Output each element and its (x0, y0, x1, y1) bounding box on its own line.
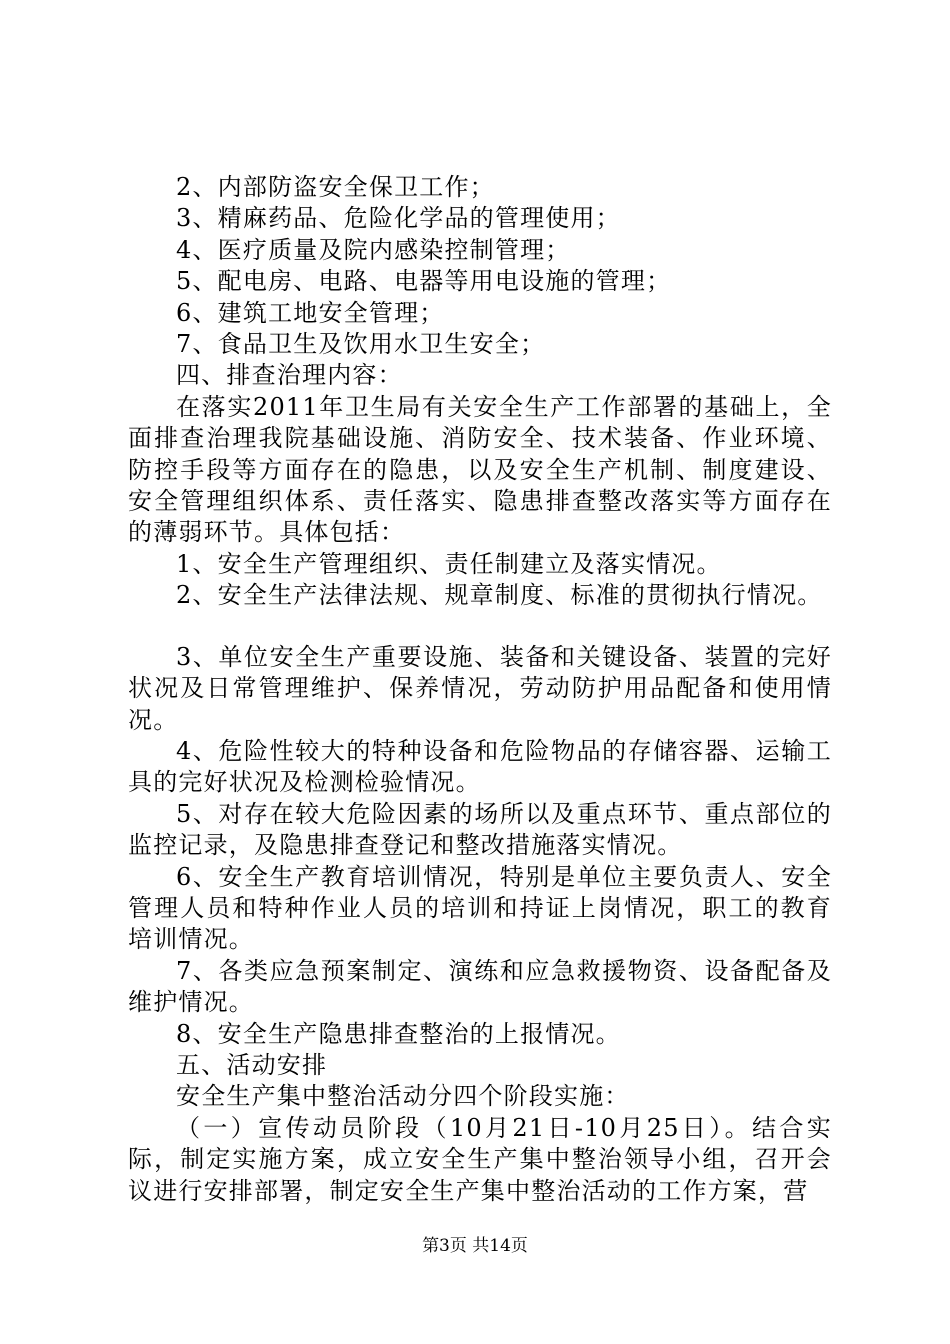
list-item: 4、危险性较大的特种设备和危险物品的存储容器、运输工具的完好状况及检测检验情况。 (128, 736, 832, 797)
list-item: 1、安全生产管理组织、责任制建立及落实情况。 (176, 549, 722, 578)
paragraph-spacer (128, 612, 832, 642)
body-paragraph: 在落实2011年卫生局有关安全生产工作部署的基础上，全面排查治理我院基础设施、消防安全、技术装备、作业环境、防控手段等方面存在的隐患，以及安全生产机制、制度建设、安全管理组织体系、责任落实、隐患排查整改落实等方面存在的薄弱环节。具体包括： (128, 392, 832, 547)
body-paragraph: （一）宣传动员阶段（10月21日-10月25日）。结合实际，制定实施方案，成立安全生产集中整治领导小组，召开会议进行安排部署，制定安全生产集中整治活动的工作方案，营 (128, 1113, 832, 1205)
body-paragraph: 安全生产集中整治活动分四个阶段实施： (176, 1082, 630, 1111)
section-heading: 五、活动安排 (176, 1050, 328, 1079)
list-item: 3、精麻药品、危险化学品的管理使用； (176, 204, 621, 233)
list-item: 2、内部防盗安全保卫工作； (176, 173, 495, 201)
list-item: 5、对存在较大危险因素的场所以及重点环节、重点部位的监控记录，及隐患排查登记和整改措施落实情况。 (128, 799, 832, 860)
section-heading: 四、排查治理内容： (176, 361, 403, 390)
list-item: 3、单位安全生产重要设施、装备和关键设备、装置的完好状况及日常管理维护、保养情况，劳动防护用品配备和使用情况。 (128, 642, 832, 734)
page-number: 第3页 共14页 (422, 1236, 528, 1256)
list-item: 6、安全生产教育培训情况，特别是单位主要负责人、安全管理人员和特种作业人员的培训和持证上岗情况，职工的教育培训情况。 (128, 862, 832, 954)
document-body (128, 172, 832, 1207)
list-item: 8、安全生产隐患排查整治的上报情况。 (176, 1019, 621, 1048)
list-item: 7、各类应急预案制定、演练和应急救援物资、设备配备及维护情况。 (128, 956, 832, 1017)
list-item: 6、建筑工地安全管理； (176, 298, 445, 327)
list-item: 4、医疗质量及院内感染控制管理； (176, 235, 571, 264)
list-item: 5、配电房、电路、电器等用电设施的管理； (176, 267, 672, 296)
list-item: 2、安全生产法律法规、规章制度、标准的贯彻执行情况。 (176, 581, 823, 610)
list-item: 7、食品卫生及饮用水卫生安全； (176, 330, 546, 359)
